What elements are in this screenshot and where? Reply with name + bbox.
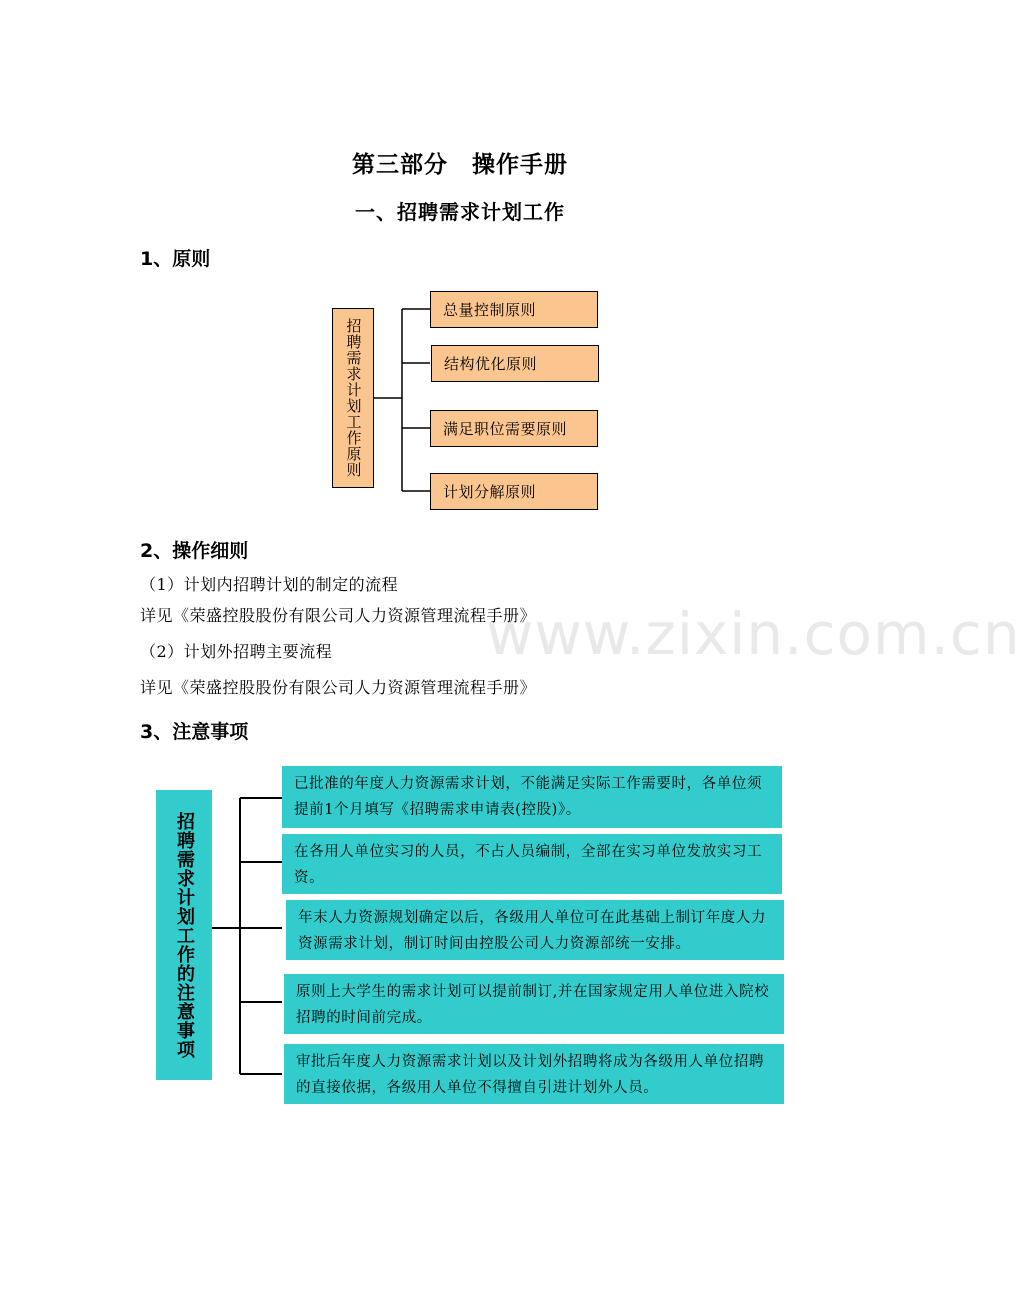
principle-box: 计划分解原则	[430, 473, 598, 510]
section3-heading: 3、注意事项	[140, 721, 249, 743]
procedure-line: 详见《荣盛控股股份有限公司人力资源管理流程手册》	[140, 678, 537, 697]
notes-root-label: 招聘需求计划工作的注意事项	[174, 811, 195, 1059]
watermark: www.zixin.com.cn	[486, 600, 1021, 668]
procedure-line: （1）计划内招聘计划的制定的流程	[140, 575, 399, 594]
procedure-line: （2）计划外招聘主要流程	[140, 642, 333, 661]
procedure-line: 详见《荣盛控股股份有限公司人力资源管理流程手册》	[140, 606, 537, 625]
note-box: 年末人力资源规划确定以后，各级用人单位可在此基础上制订年度人力资源需求计划，制订时间由控股公司人力资源部统一安排。	[286, 900, 784, 960]
page-subtitle: 一、招聘需求计划工作	[355, 200, 565, 224]
principle-box: 满足职位需要原则	[430, 410, 598, 447]
principles-root-label: 招聘需求计划工作原则	[344, 318, 363, 478]
diagram1-connectors	[374, 309, 430, 491]
principles-root-box	[332, 308, 374, 488]
principle-box: 总量控制原则	[430, 291, 598, 328]
diagram2-connectors	[212, 798, 282, 1074]
section1-heading: 1、原则	[140, 248, 211, 270]
note-box: 审批后年度人力资源需求计划以及计划外招聘将成为各级用人单位招聘的直接依据，各级用人单位不得擅自引进计划外人员。	[284, 1044, 784, 1104]
note-box: 原则上大学生的需求计划可以提前制订,并在国家规定用人单位进入院校招聘的时间前完成。	[284, 974, 784, 1034]
notes-root-box	[156, 790, 212, 1080]
note-box: 已批准的年度人力资源需求计划，不能满足实际工作需要时，各单位须提前1个月填写《招聘需求申请表(控股)》。	[282, 766, 782, 828]
note-box: 在各用人单位实习的人员，不占人员编制，全部在实习单位发放实习工资。	[282, 834, 782, 894]
section2-heading: 2、操作细则	[140, 540, 249, 562]
page-title: 第三部分 操作手册	[352, 152, 568, 178]
principle-box: 结构优化原则	[431, 345, 599, 382]
